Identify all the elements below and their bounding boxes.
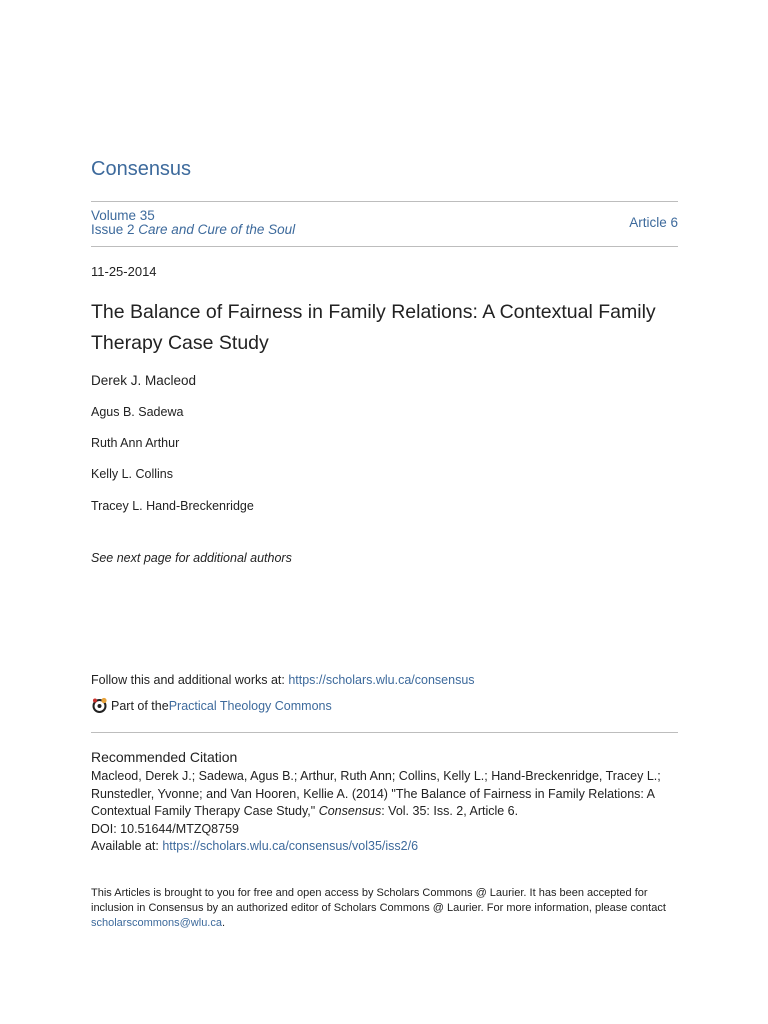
- part-of-line: [91, 697, 332, 714]
- divider-citation: [91, 732, 678, 733]
- journal-title-link[interactable]: Consensus: [91, 158, 192, 180]
- article-title: The Balance of Fairness in Family Relations: A Contextual Family Therapy Case Study: [91, 301, 656, 354]
- additional-authors-note: See next page for additional authors: [91, 551, 292, 565]
- contact-email-link[interactable]: scholarscommons@wlu.ca: [91, 917, 222, 929]
- access-footer-note: [91, 886, 678, 931]
- recommended-citation-heading: Recommended Citation: [91, 749, 238, 765]
- author-item: Tracey L. Hand-Breckenridge: [91, 499, 254, 513]
- article-number-link[interactable]: Article 6: [629, 215, 678, 230]
- citation-doi: DOI: 10.51644/MTZQ8759: [91, 821, 239, 836]
- footer-text: This Articles is brought to you for free and open access by Scholars Commons @ Laurier. It has been accepted for inclusion in Consensus by an authorized editor of Scholars Commons @ Laurier. For more information, please contact: [91, 887, 666, 914]
- author-item: Kelly L. Collins: [91, 467, 173, 481]
- author-item: Agus B. Sadewa: [91, 405, 184, 419]
- publication-date: 11-25-2014: [91, 264, 157, 279]
- issue-label: Issue 2: [91, 222, 135, 237]
- citation-text: [91, 768, 678, 856]
- available-at-link[interactable]: https://scholars.wlu.ca/consensus/vol35/iss2/6: [162, 839, 419, 853]
- part-of-label: Part of the: [111, 698, 169, 713]
- follow-line: [91, 673, 475, 687]
- divider-top: [91, 201, 678, 202]
- follow-label: Follow this and additional works at:: [91, 673, 289, 687]
- volume-link[interactable]: Volume 35: [91, 208, 155, 223]
- footer-end: .: [222, 917, 226, 929]
- available-label: Available at:: [91, 839, 163, 853]
- citation-journal: Consensus: [318, 804, 382, 818]
- author-item: Ruth Ann Arthur: [91, 436, 180, 450]
- citation-volume: : Vol. 35: Iss. 2, Article 6.: [381, 804, 519, 818]
- volume-issue-block: [91, 209, 295, 237]
- author-primary: Derek J. Macleod: [91, 373, 197, 388]
- follow-link[interactable]: https://scholars.wlu.ca/consensus: [288, 673, 475, 687]
- commons-network-icon: [91, 697, 108, 714]
- citation-body: Macleod, Derek J.; Sadewa, Agus B.; Arthur, Ruth Ann; Collins, Kelly L.; Hand-Breckenridge, Tracey L.; Runstedler, Yvonne; and Van Hooren, Kellie A. (2014) "The Balance of Fairness in Family Relations: A Contextual Family Therapy Case Study,": [91, 769, 661, 818]
- cover-page: [91, 0, 678, 1024]
- issue-title: Care and Cure of the Soul: [138, 222, 296, 237]
- practical-theology-commons-link[interactable]: Practical Theology Commons: [168, 698, 332, 713]
- issue-link[interactable]: [91, 222, 295, 237]
- divider-issue: [91, 246, 678, 247]
